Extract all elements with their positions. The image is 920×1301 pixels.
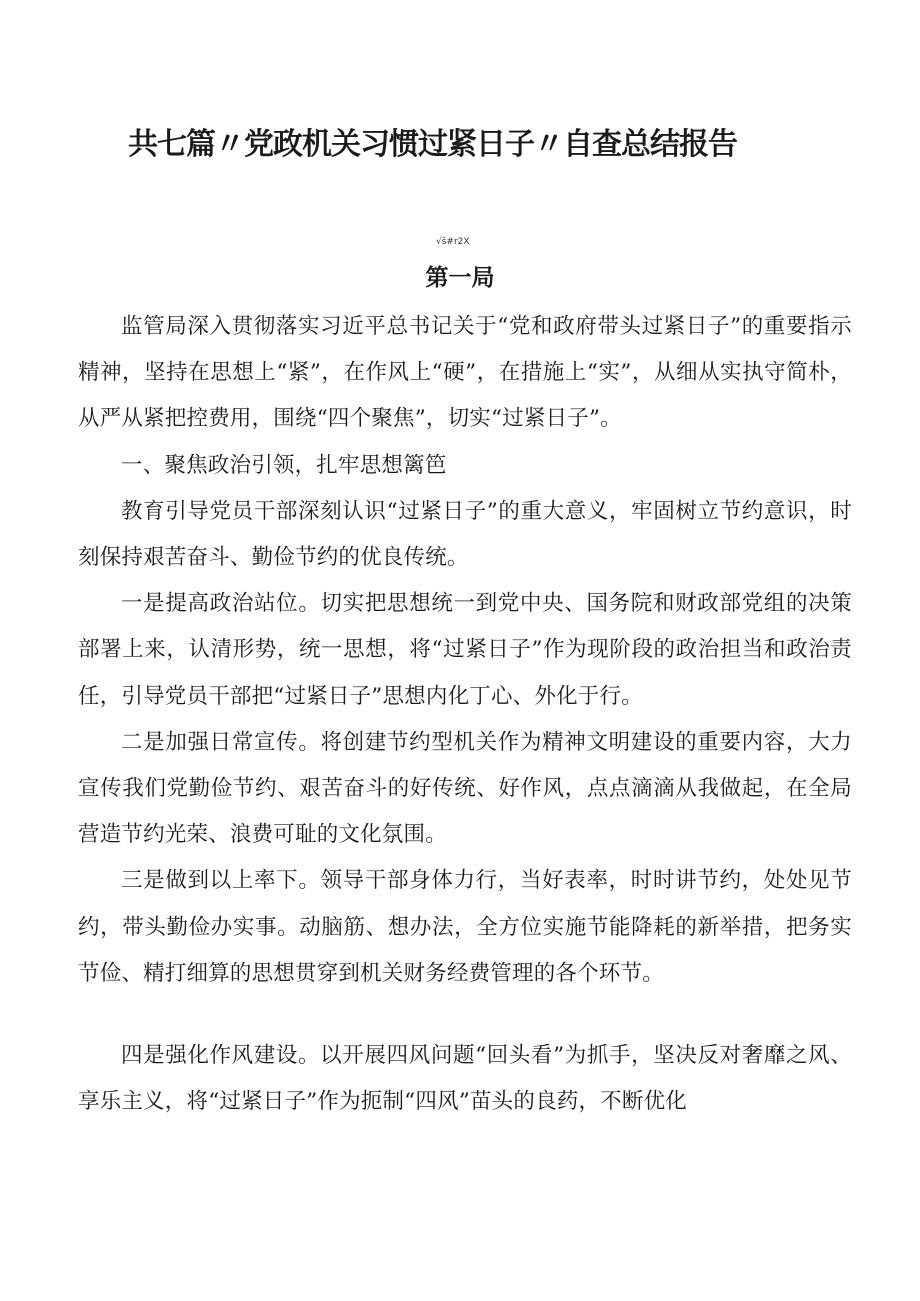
small-mark-text: √š#r2X	[436, 237, 470, 247]
document-body	[78, 304, 852, 1125]
paragraph-intro: 监管局深入贯彻落实习近平总书记关于“党和政府带头过紧日子”的重要指示精神，坚持在思想上“紧”，在作风上“硬”，在措施上“实”，从细从实执守简朴，从严从紧把控费用，围绕“四个聚焦”，切实“过紧日子”。	[78, 314, 852, 432]
document-title: 共七篇〃党政机关习惯过紧日子〃自查总结报告	[128, 127, 737, 162]
paragraph-lead-by-example: 三是做到以上率下。领导干部身体力行，当好表率，时时讲节约，处处见节约，带头勤俭办实事。动脑筋、想办法，全方位实施节能降耗的新举措，把务实节俭、精打细算的思想贯穿到机关财务经费管理的各个环节。	[78, 868, 852, 986]
paragraph-publicity: 二是加强日常宣传。将创建节约型机关作为精神文明建设的重要内容，大力宣传我们党勤俭节约、艰苦奋斗的好传统、好作风，点点滴滴从我做起，在全局营造节约光荣、浪费可耻的文化氛围。	[78, 729, 852, 848]
paragraph-political-stance: 一是提高政治站位。切实把思想统一到党中央、国务院和财政部党组的决策部署上来，认清形势，统一思想，将“过紧日子”作为现阶段的政治担当和政治责任，引导党员干部把“过紧日子”思想内化丁心、外化于行。	[78, 591, 852, 709]
paragraph-work-style: 四是强化作风建设。以开展四风问题“回头看”为抓手，坚决反对奢靡之风、享乐主义，将“过紧日子”作为扼制“四风”苗头的良药，不断优化	[78, 1043, 852, 1115]
paragraph-education: 教育引导党员干部深刻认识“过紧日子”的重大意义，牢固树立节约意识，时刻保持艰苦奋斗、勤俭节约的优良传统。	[78, 498, 852, 571]
subheading-political-guidance: 一、聚焦政治引领，扎牢思想篱笆	[121, 452, 447, 478]
section-heading: 第一局	[425, 265, 495, 291]
